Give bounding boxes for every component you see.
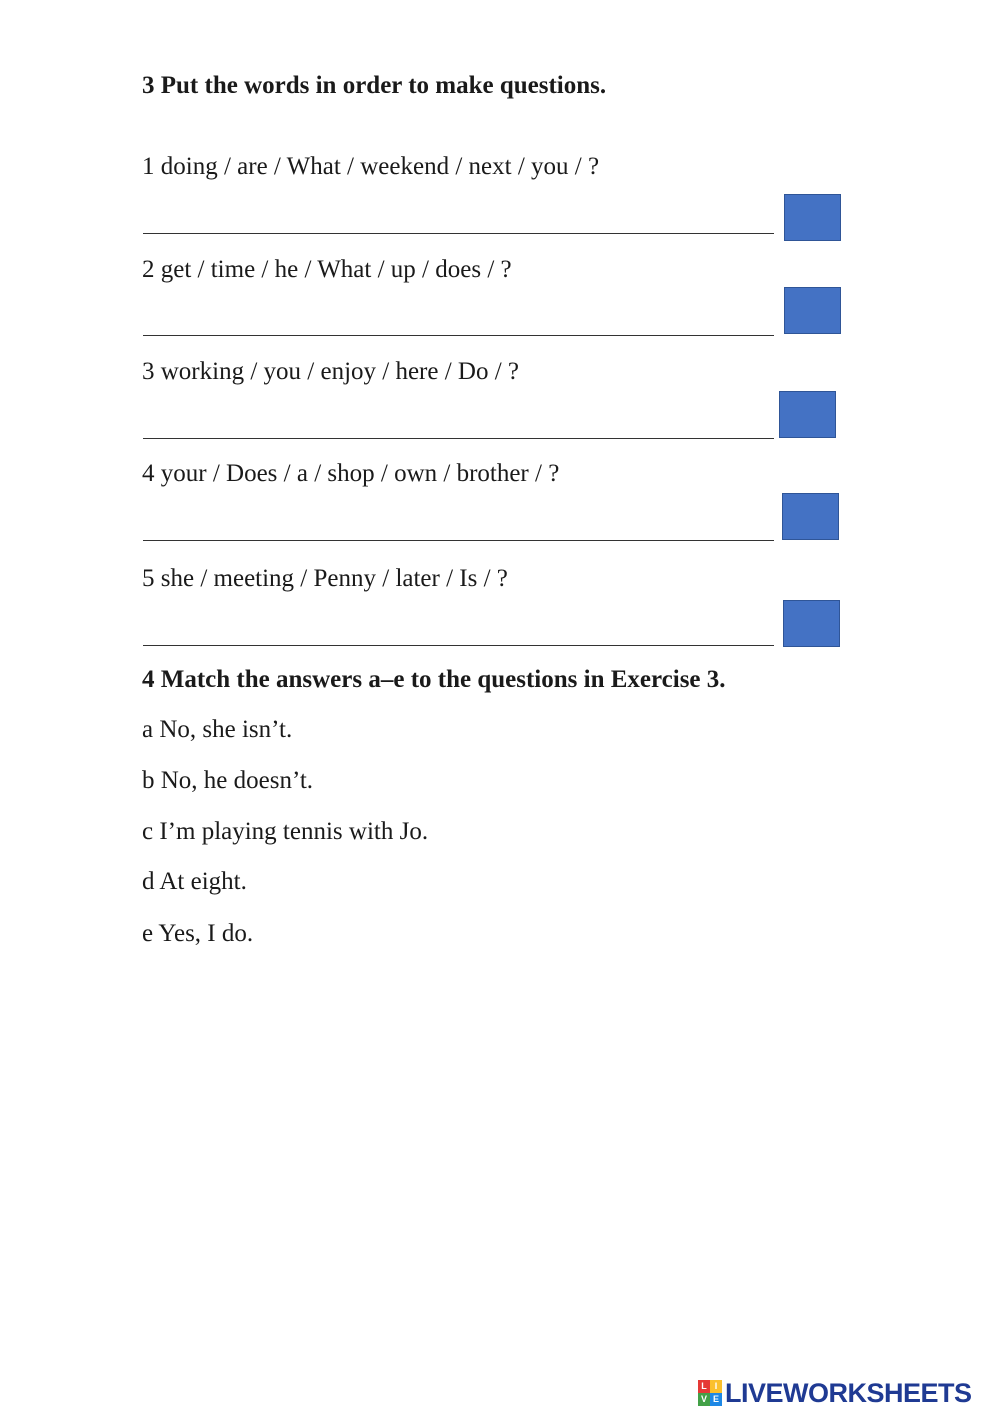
question-3-match-box[interactable] [779,391,836,438]
question-1-prompt: 1 doing / are / What / weekend / next / you / ? [142,153,600,180]
logo-tile: L [698,1380,710,1393]
liveworksheets-logo-icon [698,1380,722,1406]
answer-a[interactable]: a No, she isn’t. [142,716,293,743]
question-1-match-box[interactable] [784,194,841,241]
answer-b[interactable]: b No, he doesn’t. [142,767,314,794]
question-3-answer-input[interactable] [143,402,774,439]
question-2-answer-input[interactable] [143,299,774,336]
question-2-prompt: 2 get / time / he / What / up / does / ? [142,256,512,283]
answer-e[interactable]: e Yes, I do. [142,920,254,947]
question-5-answer-input[interactable] [143,609,774,646]
question-5-match-box[interactable] [783,600,840,647]
question-4-answer-input[interactable] [143,504,774,541]
logo-tile: V [698,1393,710,1406]
exercise-3-heading: 3 Put the words in order to make questions. [142,72,607,99]
brand-wordmark: LIVEWORKSHEETS [725,1377,972,1408]
logo-tile: I [710,1380,722,1393]
answer-d[interactable]: d At eight. [142,868,247,895]
question-2-match-box[interactable] [784,287,841,334]
question-5-prompt: 5 she / meeting / Penny / later / Is / ? [142,565,508,592]
exercise-4-heading: 4 Match the answers a–e to the questions in Exercise 3. [142,666,726,693]
question-4-prompt: 4 your / Does / a / shop / own / brother / ? [142,460,560,487]
liveworksheets-brand [698,1378,972,1408]
question-4-match-box[interactable] [782,493,839,540]
question-1-answer-input[interactable] [143,197,774,234]
logo-tile: E [710,1393,722,1406]
answer-c[interactable]: c I’m playing tennis with Jo. [142,818,429,845]
question-3-prompt: 3 working / you / enjoy / here / Do / ? [142,358,520,385]
